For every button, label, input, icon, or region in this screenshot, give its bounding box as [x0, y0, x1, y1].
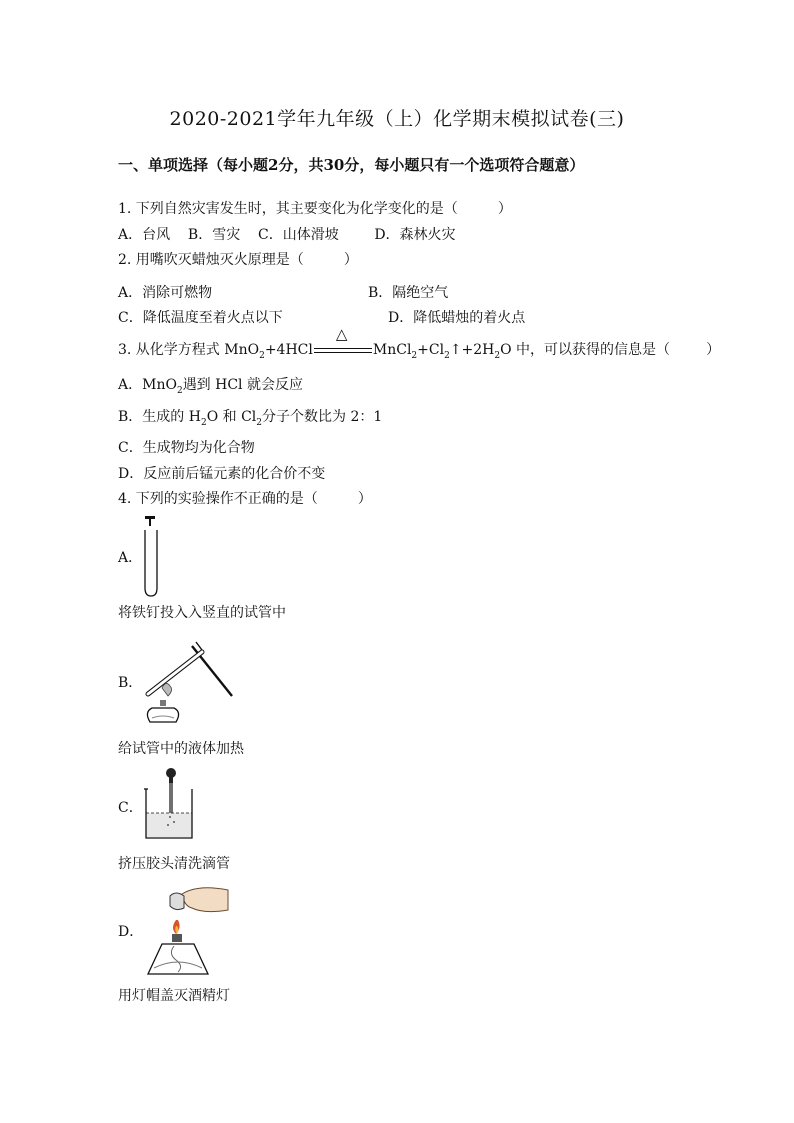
question-4-option-c-label: C． — [118, 800, 143, 816]
section-heading: 一、单项选择（每小题2分，共30分，每小题只有一个选项符合题意） — [118, 156, 585, 174]
question-4-option-d-label: D． — [118, 924, 144, 940]
question-2-stem: 2. 用嘴吹灭蜡烛灭火原理是（ ） — [118, 252, 358, 268]
test-tube-nail-figure — [140, 512, 162, 598]
question-3-stem: 3. 从化学方程式 MnO$_2$+4HCl △ $MnCl_2+Cl_2↑+2H_2O$ 中，可以获得的信息是（ ） — [118, 325, 721, 361]
question-4-option-a-caption: 将铁钉投入入竖直的试管中 — [118, 605, 286, 621]
question-3-option-b: B．生成的 $H_2O$ 和 $Cl_2$分子个数比为 2：1 — [118, 409, 383, 428]
question-3-option-a: A．MnO$_2$遇到 HCl 就会反应 — [118, 377, 303, 396]
question-3-option-c: C．生成物均为化合物 — [118, 440, 255, 456]
question-4-option-b-caption: 给试管中的液体加热 — [118, 741, 244, 757]
question-4-stem: 4. 下列的实验操作不正确的是（ ） — [118, 491, 372, 507]
heating-test-tube-figure — [140, 634, 240, 726]
question-4-option-c-caption: 挤压胶头清洗滴管 — [118, 856, 230, 872]
dropper-beaker-figure — [143, 767, 195, 841]
heating-condition-sign: △ — [314, 343, 372, 357]
alcohol-lamp-cap-figure — [140, 880, 232, 980]
question-1-stem: 1. 下列自然灾害发生时，其主要变化为化学变化的是（ ） — [118, 201, 512, 217]
question-2-option-b: B．隔绝空气 — [368, 285, 449, 301]
page-title: 2020-2021学年九年级（上）化学期末模拟试卷(三) — [169, 108, 625, 130]
question-2-option-c: C．降低温度至着火点以下 — [118, 310, 283, 326]
question-1-options: A．台风 B．雪灾 C．山体滑坡 D．森林火灾 — [118, 227, 456, 243]
question-2-option-a: A．消除可燃物 — [118, 285, 213, 301]
question-3-option-d: D．反应前后锰元素的化合价不变 — [118, 466, 326, 482]
question-4-option-b-label: B． — [118, 675, 143, 691]
question-2-option-d: D．降低蜡烛的着火点 — [388, 310, 526, 326]
question-4-option-d-caption: 用灯帽盖灭酒精灯 — [118, 988, 230, 1004]
question-4-option-a-label: A． — [118, 550, 143, 566]
